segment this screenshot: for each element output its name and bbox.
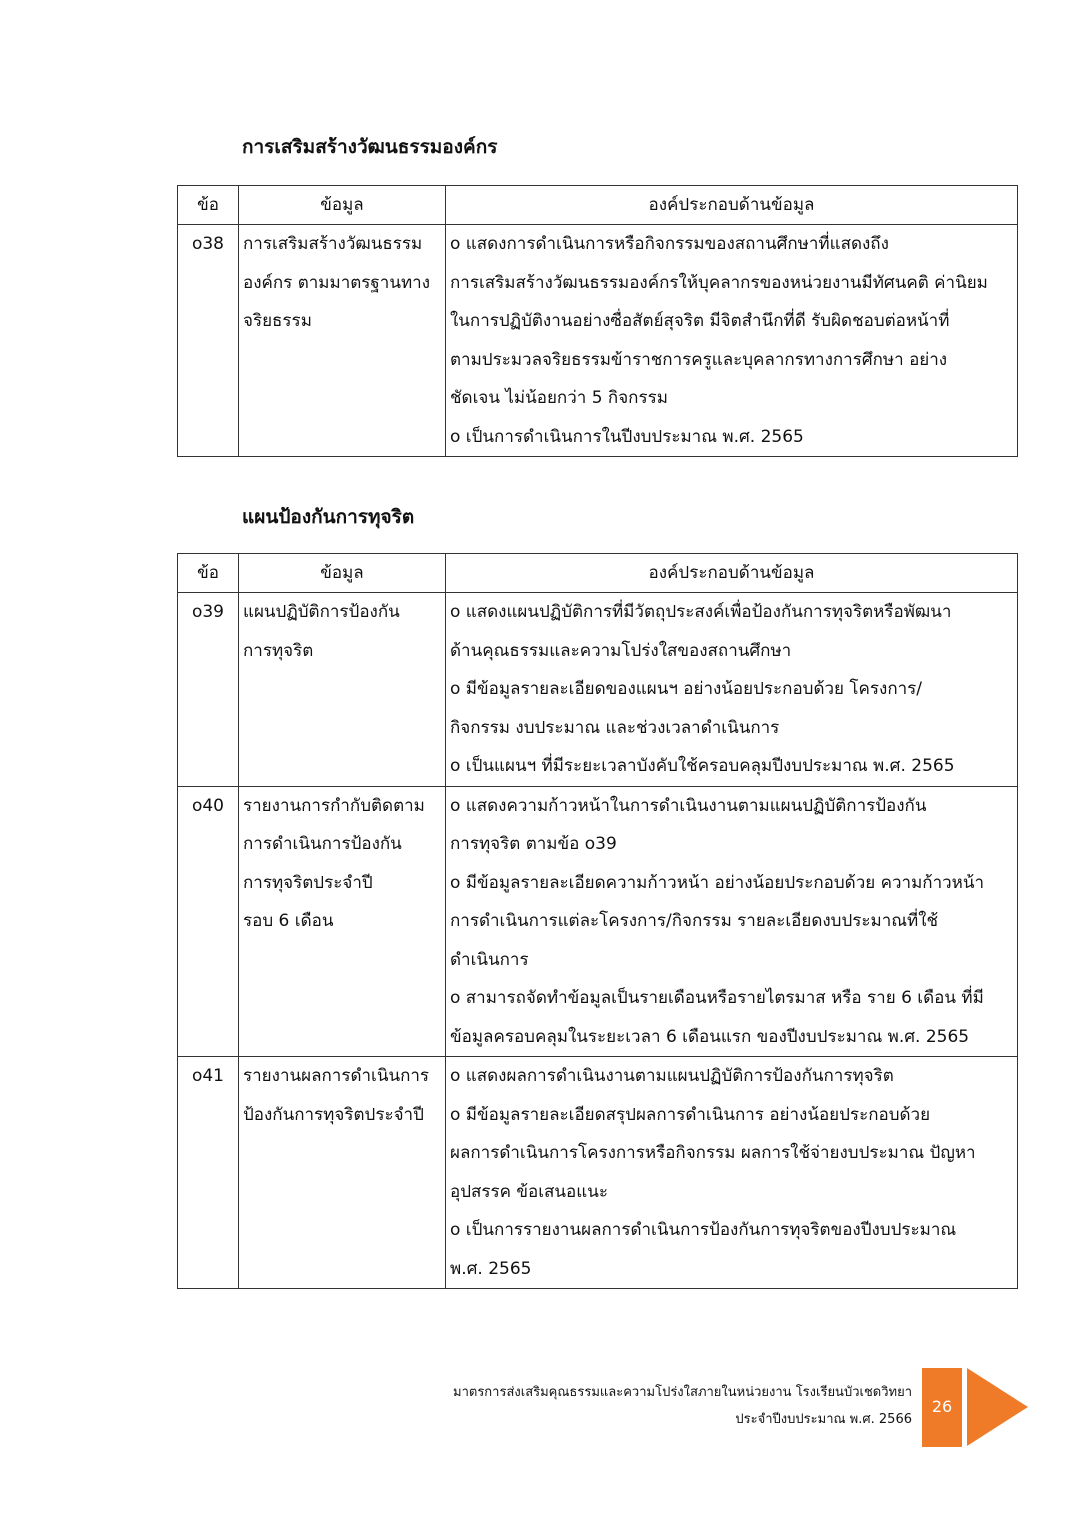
detail-line: o เป็นการรายงานผลการดำเนินการป้องกันการทุจริตของปีงบประมาณ — [450, 1220, 957, 1240]
culture-table — [177, 185, 1018, 457]
item-details — [446, 593, 1018, 787]
info-line: การเสริมสร้างวัฒนธรรม — [243, 234, 423, 254]
header-components: องค์ประกอบด้านข้อมูล — [446, 554, 1018, 593]
info-line: จริยธรรม — [243, 311, 312, 331]
item-details — [446, 225, 1018, 457]
table-header-row — [178, 186, 1018, 225]
item-code: o40 — [178, 786, 239, 1057]
detail-line: o เป็นแผนฯ ที่มีระยะเวลาบังคับใช้ครอบคลุมปีงบประมาณ พ.ศ. 2565 — [450, 756, 955, 776]
detail-line: o แสดงการดำเนินการหรือกิจกรรมของสถานศึกษาที่แสดงถึง — [450, 234, 889, 254]
detail-line: o มีข้อมูลรายละเอียดความก้าวหน้า อย่างน้อยประกอบด้วย ความก้าวหน้า — [450, 872, 985, 893]
info-line: การทุจริตประจำปี — [243, 872, 373, 893]
info-line: การดำเนินการป้องกัน — [243, 834, 402, 854]
header-item-no: ข้อ — [178, 186, 239, 225]
item-code: o38 — [178, 225, 239, 457]
header-components: องค์ประกอบด้านข้อมูล — [446, 186, 1018, 225]
detail-line: การดำเนินการแต่ละโครงการ/กิจกรรม รายละเอียดงบประมาณที่ใช้ — [450, 911, 939, 931]
table-row — [178, 1057, 1018, 1289]
detail-line: ข้อมูลครอบคลุมในระยะเวลา 6 เดือนแรก ของปีงบประมาณ พ.ศ. 2565 — [450, 1026, 970, 1047]
footer-line-title: มาตรการส่งเสริมคุณธรรมและความโปร่งใสภายในหน่วยงาน โรงเรียนบัวเชดวิทยา — [453, 1385, 912, 1400]
section-title-anticorruption: แผนป้องกันการทุจริต — [242, 506, 415, 528]
table-row — [178, 786, 1018, 1057]
item-code: o41 — [178, 1057, 239, 1289]
item-info — [239, 593, 446, 787]
detail-line: ในการปฏิบัติงานอย่างซื่อสัตย์สุจริต มีจิตสำนึกที่ดี รับผิดชอบต่อหน้าที่ — [450, 311, 950, 331]
detail-line: การทุจริต ตามข้อ o39 — [450, 834, 617, 854]
info-line: ป้องกันการทุจริตประจำปี — [243, 1104, 424, 1125]
page-footer — [453, 1379, 912, 1433]
detail-line: ดำเนินการ — [450, 949, 529, 970]
header-info: ข้อมูล — [239, 554, 446, 593]
detail-line: o แสดงแผนปฏิบัติการที่มีวัตถุประสงค์เพื่อป้องกันการทุจริตหรือพัฒนา — [450, 602, 952, 622]
detail-line: ด้านคุณธรรมและความโปร่งใสของสถานศึกษา — [450, 640, 792, 661]
detail-line: o สามารถจัดทำข้อมูลเป็นรายเดือนหรือรายไตรมาส หรือ ราย 6 เดือน ที่มี — [450, 988, 984, 1008]
detail-line: ผลการดำเนินการโครงการหรือกิจกรรม ผลการใช้จ่ายงบประมาณ ปัญหา — [450, 1143, 976, 1163]
table-row — [178, 225, 1018, 457]
item-details — [446, 1057, 1018, 1289]
header-item-no: ข้อ — [178, 554, 239, 593]
arrow-right-icon — [967, 1368, 1028, 1446]
detail-line: o เป็นการดำเนินการในปีงบประมาณ พ.ศ. 2565 — [450, 426, 804, 447]
detail-line: ตามประมวลจริยธรรมข้าราชการครูและบุคลากรทางการศึกษา อย่าง — [450, 349, 948, 370]
detail-line: พ.ศ. 2565 — [450, 1258, 532, 1279]
table-row — [178, 593, 1018, 787]
info-line: รอบ 6 เดือน — [243, 911, 334, 931]
detail-line: o มีข้อมูลรายละเอียดของแผนฯ อย่างน้อยประกอบด้วย โครงการ/ — [450, 679, 923, 699]
item-info — [239, 1057, 446, 1289]
info-line: การทุจริต — [243, 640, 314, 661]
detail-line: การเสริมสร้างวัฒนธรรมองค์กรให้บุคลากรของหน่วยงานมีทัศนคติ ค่านิยม — [450, 272, 988, 293]
item-details — [446, 786, 1018, 1057]
page-number-badge: 26 — [922, 1368, 962, 1447]
section-title-culture: การเสริมสร้างวัฒนธรรมองค์กร — [242, 136, 498, 158]
header-info: ข้อมูล — [239, 186, 446, 225]
footer-line-year: ประจำปีงบประมาณ พ.ศ. 2566 — [735, 1412, 912, 1427]
item-info — [239, 786, 446, 1057]
detail-line: ชัดเจน ไม่น้อยกว่า 5 กิจกรรม — [450, 388, 668, 408]
info-line: รายงานการกำกับติดตาม — [243, 795, 425, 816]
info-line: แผนปฏิบัติการป้องกัน — [243, 602, 400, 622]
detail-line: o แสดงความก้าวหน้าในการดำเนินงานตามแผนปฏิบัติการป้องกัน — [450, 795, 927, 816]
detail-line: กิจกรรม งบประมาณ และช่วงเวลาดำเนินการ — [450, 717, 780, 738]
info-line: รายงานผลการดำเนินการ — [243, 1066, 430, 1086]
info-line: องค์กร ตามมาตรฐานทาง — [243, 272, 431, 293]
item-code: o39 — [178, 593, 239, 787]
detail-line: อุปสรรค ข้อเสนอแนะ — [450, 1181, 608, 1202]
item-info — [239, 225, 446, 457]
detail-line: o มีข้อมูลรายละเอียดสรุปผลการดำเนินการ อย่างน้อยประกอบด้วย — [450, 1104, 931, 1125]
table-header-row — [178, 554, 1018, 593]
anticorruption-table — [177, 553, 1018, 1289]
detail-line: o แสดงผลการดำเนินงานตามแผนปฏิบัติการป้องกันการทุจริต — [450, 1066, 894, 1086]
